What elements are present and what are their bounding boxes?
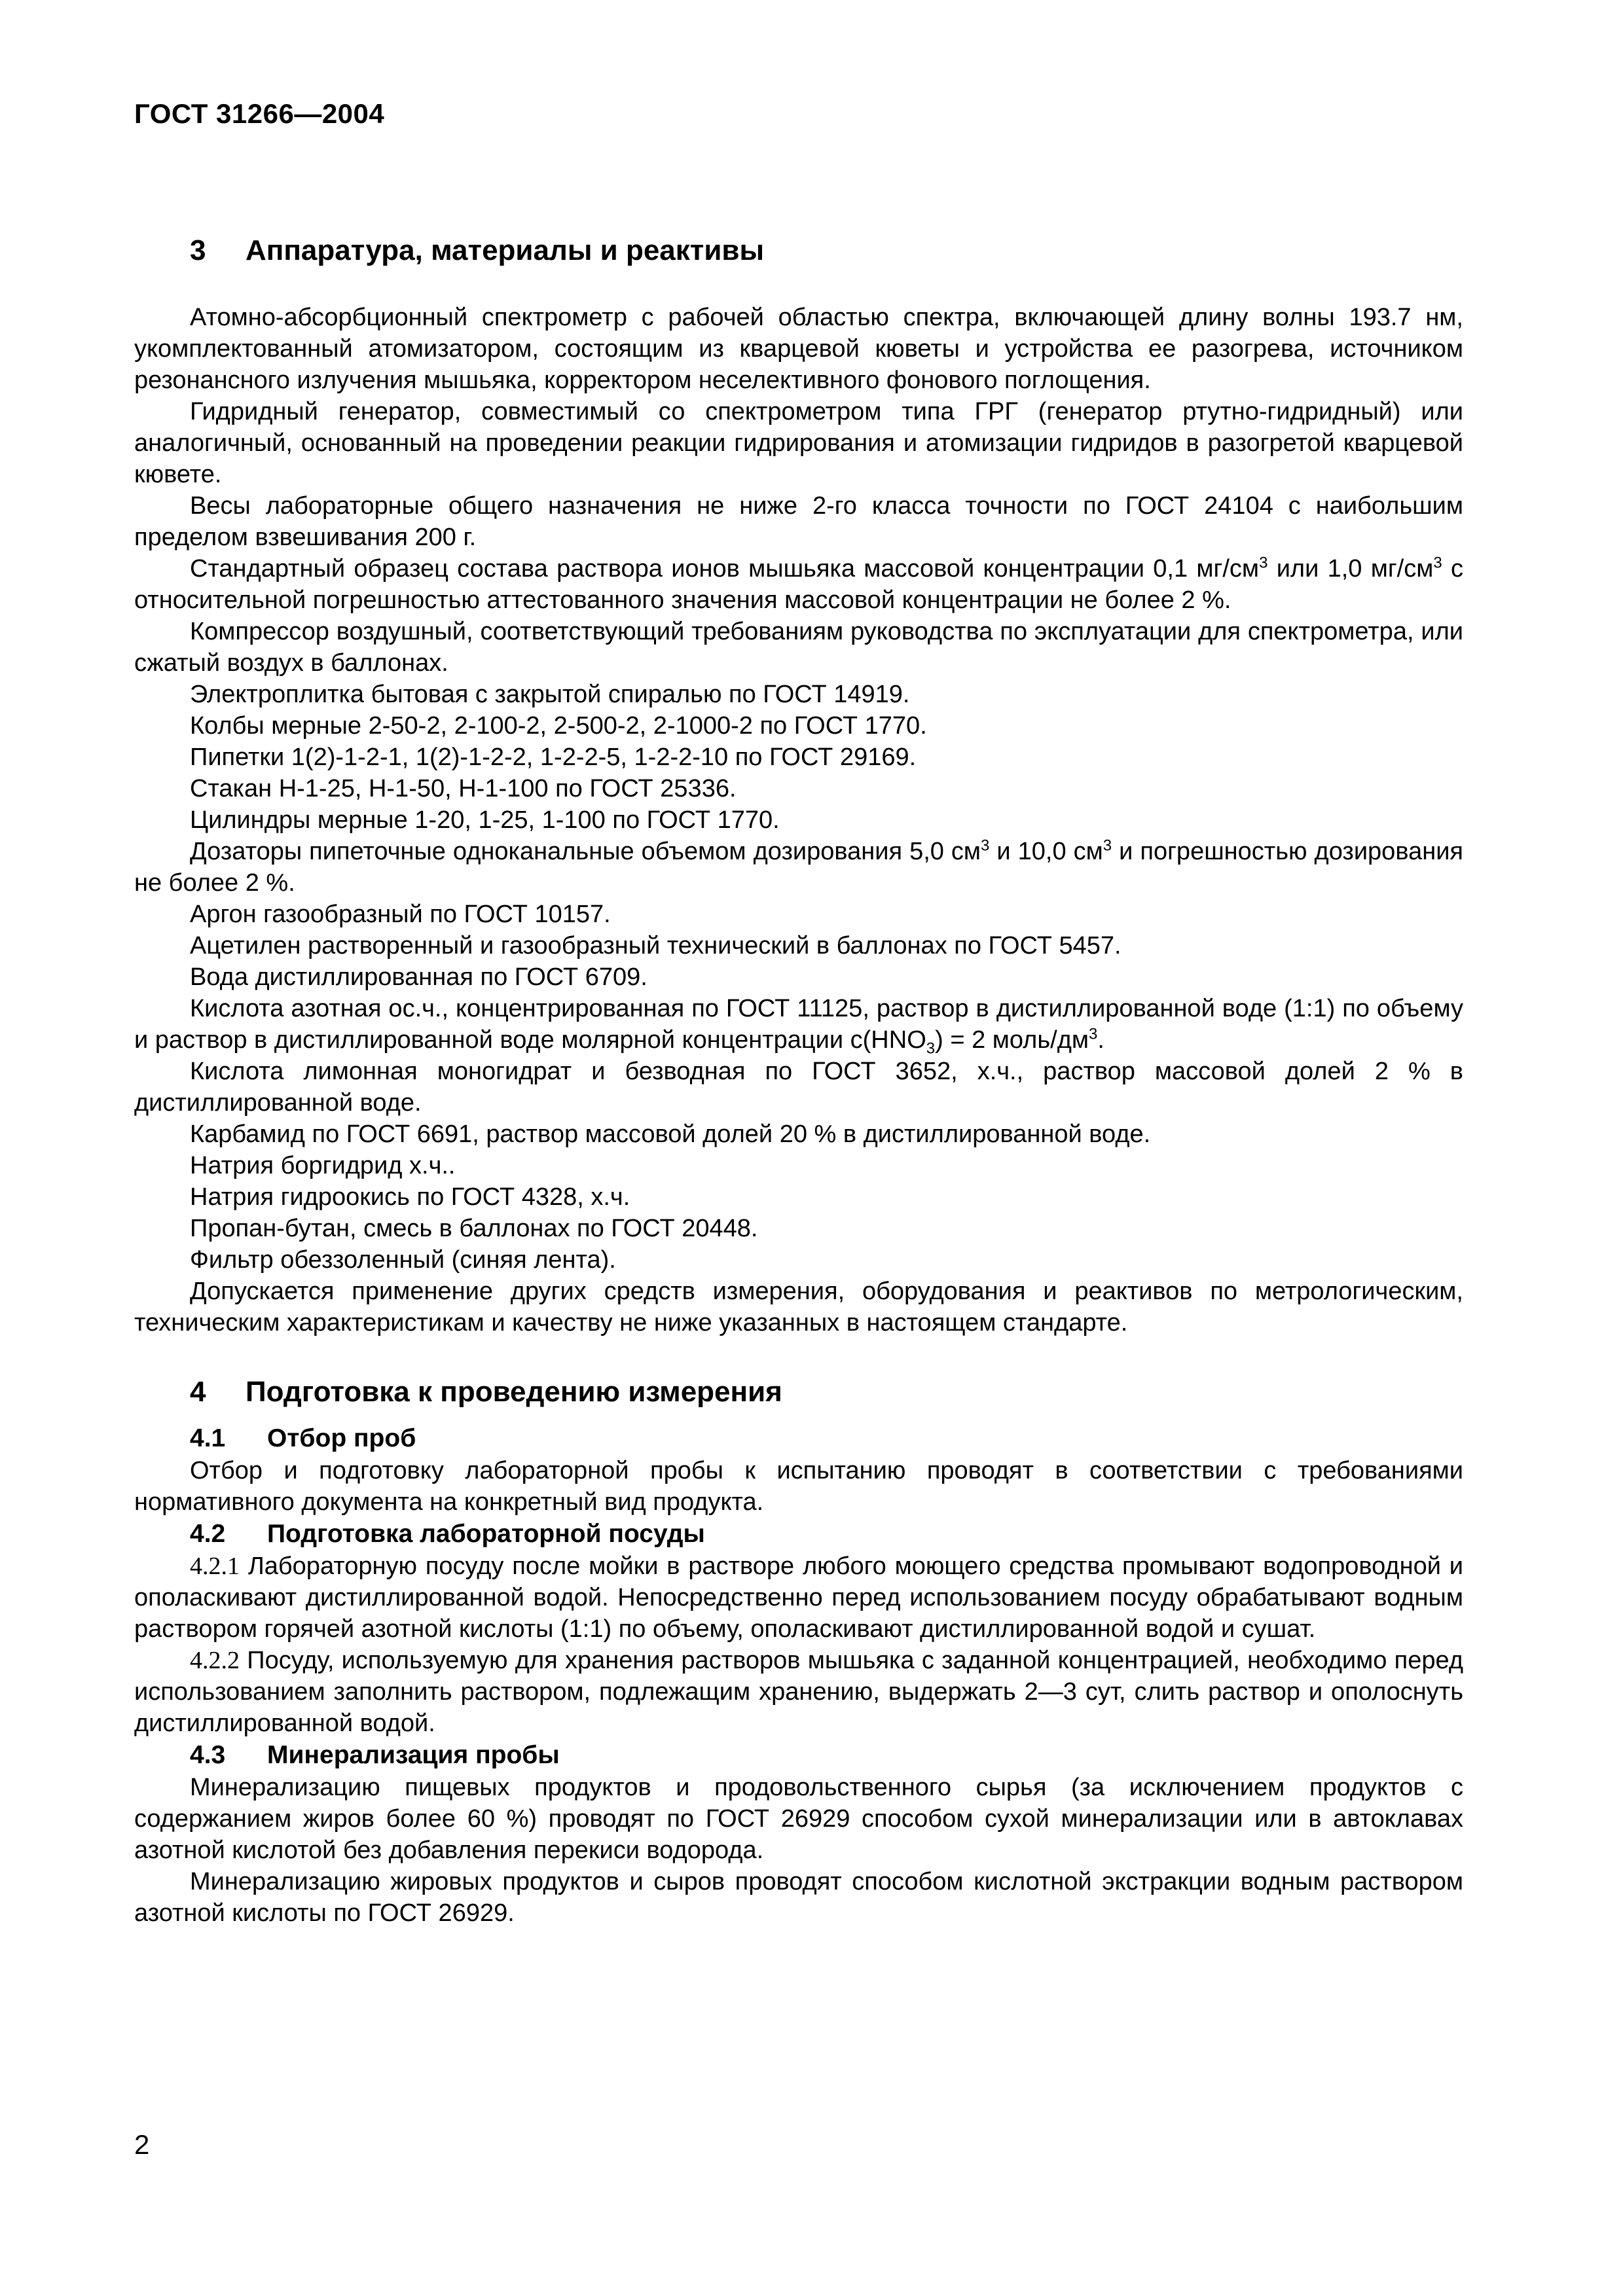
paragraph: Отбор и подготовку лабораторной пробы к испытанию проводят в соответствии с требованиями нормативного документа на конкретный вид продукта. (134, 1457, 1463, 1516)
subsection-number: 4.2 (190, 1520, 226, 1548)
paragraph: Карбамид по ГОСТ 6691, раствор массовой долей 20 % в дистиллированной воде. (190, 1121, 1151, 1148)
page-number: 2 (134, 2129, 150, 2160)
paragraph: Минерализацию жировых продуктов и сыров проводят способом кислотной экстракции водным раствором азотной кислоты по ГОСТ 26929. (134, 1868, 1463, 1927)
paragraph: Весы лабораторные общего назначения не ниже 2-го класса точности по ГОСТ 24104 с наибольшим пределом взвешивания 200 г. (134, 492, 1463, 551)
paragraph: Колбы мерные 2-50-2, 2-100-2, 2-500-2, 2-1000-2 по ГОСТ 1770. (190, 712, 927, 740)
paragraph-nitric-acid: Кислота азотная ос.ч., концентрированная по ГОСТ 11125, раствор в дистиллированной воде (1:1) по объему и раствор в дистиллированной воде молярной концентрации $с(HNO_3) = 2$ моль/$дм^3$. (134, 995, 1463, 1058)
paragraph: Допускается применение других средств измерения, оборудования и реактивов по метрологическим, техническим характеристикам и качеству не ниже указанных в настоящем стандарте. (134, 1278, 1463, 1336)
section-number: 4 (190, 1376, 206, 1408)
paragraph: Натрия гидроокись по ГОСТ 4328, х.ч. (190, 1183, 630, 1211)
subsection-title: Подготовка лабораторной посуды (267, 1520, 705, 1548)
section-title: Подготовка к проведению измерения (246, 1376, 782, 1408)
paragraph: Минерализацию пищевых продуктов и продовольственного сырья (за исключением продуктов с содержанием жиров более 60 %) проводят по ГОСТ 26929 способом сухой минерализации или в автоклавах азотной кислотой без добавления перекиси водорода. (134, 1774, 1463, 1864)
paragraph: Ацетилен растворенный и газообразный технический в баллонах по ГОСТ 5457. (190, 932, 1122, 960)
subsection-number: 4.3 (190, 1741, 226, 1769)
paragraph-standard-sample: Стандартный образец состава раствора ионов мышьяка массовой концентрации 0,1 $мг/см^3$ или 1,0 $мг/см^3$ с относительной погрешностью аттестованного значения массовой концентрации не более 2 %. (134, 554, 1463, 614)
section-title: Аппаратура, материалы и реактивы (246, 234, 765, 266)
clause-number: 4.2.2 (190, 1647, 240, 1674)
paragraph: Пипетки 1(2)-1-2-1, 1(2)-1-2-2, 1-2-2-5, 1-2-2-10 по ГОСТ 29169. (190, 744, 917, 771)
section-4-heading (134, 1374, 1463, 1410)
subsection-4-2-heading (134, 1518, 1463, 1551)
subsection-number: 4.1 (190, 1424, 226, 1452)
subsection-title: Отбор проб (267, 1424, 416, 1452)
document-body (134, 232, 1463, 1929)
subscript: 3 (926, 1039, 936, 1058)
paragraph: Стакан Н-1-25, Н-1-50, Н-1-100 по ГОСТ 25336. (190, 775, 737, 802)
clause-number: 4.2.1 (190, 1552, 240, 1580)
paragraph: Компрессор воздушный, соответствующий требованиям руководства по эксплуатации для спектрометра, или сжатый воздух в баллонах. (134, 618, 1463, 677)
superscript: 3 (981, 836, 990, 855)
paragraph: Аргон газообразный по ГОСТ 10157. (190, 901, 611, 928)
section-3-heading (134, 232, 1463, 269)
paragraph-dispensers: Дозаторы пипеточные одноканальные объемом дозирования 5,0 $см^3$ и 10,0 $см^3$ и погрешностью дозирования не более 2 %. (134, 836, 1464, 897)
paragraph: Атомно-абсорбционный спектрометр с рабочей областью спектра, включающей длину волны 193.7 нм, укомплектованный атомизатором, состоящим из кварцевой кюветы и устройства ее разогрева, источником резонансного излучения мышьяка, корректором неселективного фонового поглощения. (134, 304, 1463, 394)
paragraph: Вода дистиллированная по ГОСТ 6709. (190, 963, 647, 991)
paragraph: Кислота лимонная моногидрат и безводная по ГОСТ 3652, х.ч., раствор массовой долей 2 % в дистиллированной воде. (134, 1058, 1463, 1117)
paragraph: Цилиндры мерные 1-20, 1-25, 1-100 по ГОСТ 1770. (190, 806, 780, 834)
superscript: 3 (1089, 1025, 1098, 1043)
paragraph: Электроплитка бытовая с закрытой спиралью по ГОСТ 14919. (190, 681, 910, 708)
clause-4-2-2: 4.2.2 Посуду, используемую для хранения растворов мышьяка с заданной концентрацией, необходимо перед использованием заполнить раствором, подлежащим хранению, выдержать 2—3 сут, слить раствор и ополоснуть дистиллированной водой. (134, 1647, 1463, 1737)
section-number: 3 (190, 234, 206, 266)
paragraph: Пропан-бутан, смесь в баллонах по ГОСТ 20448. (190, 1215, 758, 1242)
paragraph: Фильтр обеззоленный (синяя лента). (190, 1246, 616, 1274)
subsection-title: Минерализация пробы (267, 1741, 560, 1769)
paragraph: Гидридный генератор, совместимый со спектрометром типа ГРГ (генератор ртутно-гидридный) или аналогичный, основанный на проведении реакции гидрирования и атомизации гидридов в разогретой кварцевой кювете. (134, 398, 1463, 488)
superscript: 3 (1103, 836, 1112, 855)
document-header: ГОСТ 31266—2004 (134, 98, 385, 129)
subsection-4-1-heading (134, 1422, 1463, 1455)
paragraph: Натрия боргидрид х.ч.. (190, 1152, 456, 1179)
subsection-4-3-heading (134, 1739, 1463, 1772)
superscript: 3 (1259, 554, 1268, 572)
superscript: 3 (1433, 554, 1442, 572)
clause-4-2-1: 4.2.1 Лабораторную посуду после мойки в растворе любого моющего средства промывают водопроводной и ополаскивают дистиллированной водой. Непосредственно перед использованием посуду обрабатывают водным раствором горячей азотной кислоты (1:1) по объему, ополаскивают дистиллированной водой и сушат. (134, 1552, 1463, 1643)
